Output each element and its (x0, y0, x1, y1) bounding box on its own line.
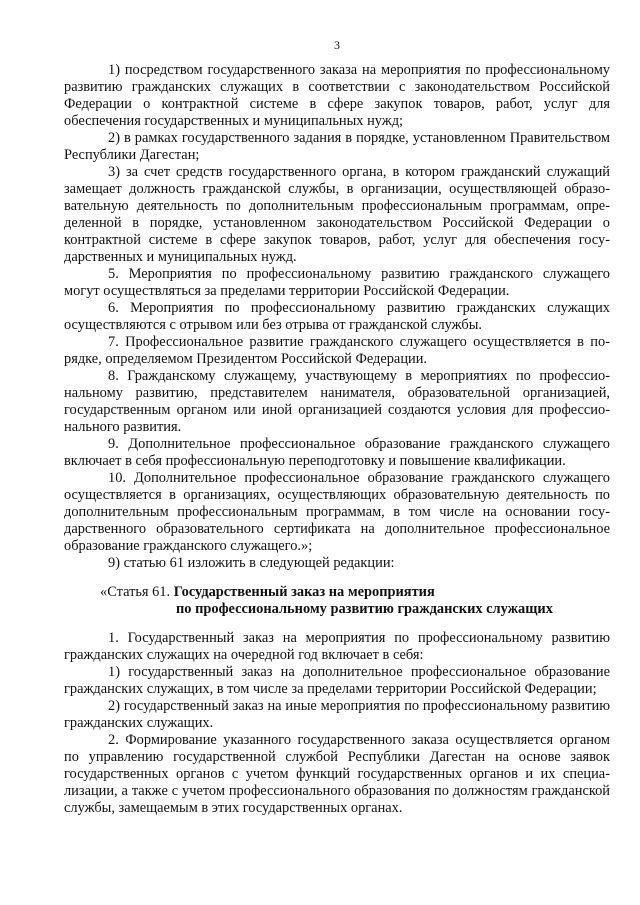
article-heading (64, 584, 610, 618)
paragraph-method-2: 2) в рамках государственного задания в порядке, установленном Правительством Республики Дагестан; (64, 130, 610, 163)
paragraph-item-10: 10. Дополнительное профессиональное образование гражданского служащего осуществляется в организациях, осуществляющих образовательную деятельность по дополнительным профессиональным программам, в том числе на основании государственного образовательного сертификата на дополнительное профессиональное образование гражданского служащего.»; (64, 470, 610, 554)
paragraph-item-9: 9. Дополнительное профессиональное образование гражданского служащего включает в себя профессиональную переподготовку и повышение квалификации. (64, 436, 610, 469)
paragraph-method-1: 1) посредством государственного заказа на мероприятия по профессиональному развитию гражданских служащих в соответствии с законодательством Российской Федерации о контрактной системе в сфере закупок товаров, работ, услуг для обеспечения государственных и муниципальных нужд; (64, 62, 610, 129)
paragraph-item-6: 6. Мероприятия по профессиональному развитию гражданских служащих осуществляются с отрывом или без отрыва от гражданской службы. (64, 300, 610, 333)
paragraph-article-2: 2. Формирование указанного государственного заказа осуществляется органом по управлению государственной службой Республики Дагестан на основе заявок государственных органов с учетом функций государственных органов и их специализации, а также с учетом профессионального образования по должностям гражданской службы, замещаемым в этих государственных органах. (64, 732, 610, 816)
paragraph-article-1: 1. Государственный заказ на мероприятия по профессиональному развитию гражданских служащих на очередной год включает в себя: (64, 630, 610, 663)
paragraph-article-1-sub-2: 2) государственный заказ на иные мероприятия по профессиональному развитию гражданских служащих. (64, 698, 610, 731)
article-number: «Статья 61. (100, 584, 171, 600)
paragraph-article-1-sub-1: 1) государственный заказ на дополнительное профессиональное образование гражданских служащих, в том числе за пределами территории Российской Федерации; (64, 664, 610, 697)
article-title-line-1: Государственный заказ на мероприятия (173, 584, 435, 600)
article-title-line-2: по профессиональному развитию гражданских служащих (176, 601, 553, 617)
paragraph-amendment-9: 9) статью 61 изложить в следующей редакции: (108, 555, 395, 571)
paragraph-method-3: 3) за счет средств государственного органа, в котором гражданский служащий замещает должность гражданской службы, в организации, осуществляющей образовательную деятельность по дополнительным профессиональным программам, определенной в порядке, установленном законодательством Российской Федерации о контрактной системе в сфере закупок товаров, работ, услуг для обеспечения государственных и муниципальных нужд. (64, 164, 610, 265)
paragraph-item-5: 5. Мероприятия по профессиональному развитию гражданского служащего могут осуществляться за пределами территории Российской Федерации. (64, 266, 610, 299)
paragraph-item-8: 8. Гражданскому служащему, участвующему в мероприятиях по профессиональному развитию, представителем нанимателя, образовательной организацией, государственным органом или иной организацией создаются условия для профессионального развития. (64, 368, 610, 435)
page-number: 3 (334, 38, 340, 52)
paragraph-item-7: 7. Профессиональное развитие гражданского служащего осуществляется в порядке, определяемом Президентом Российской Федерации. (64, 334, 610, 367)
